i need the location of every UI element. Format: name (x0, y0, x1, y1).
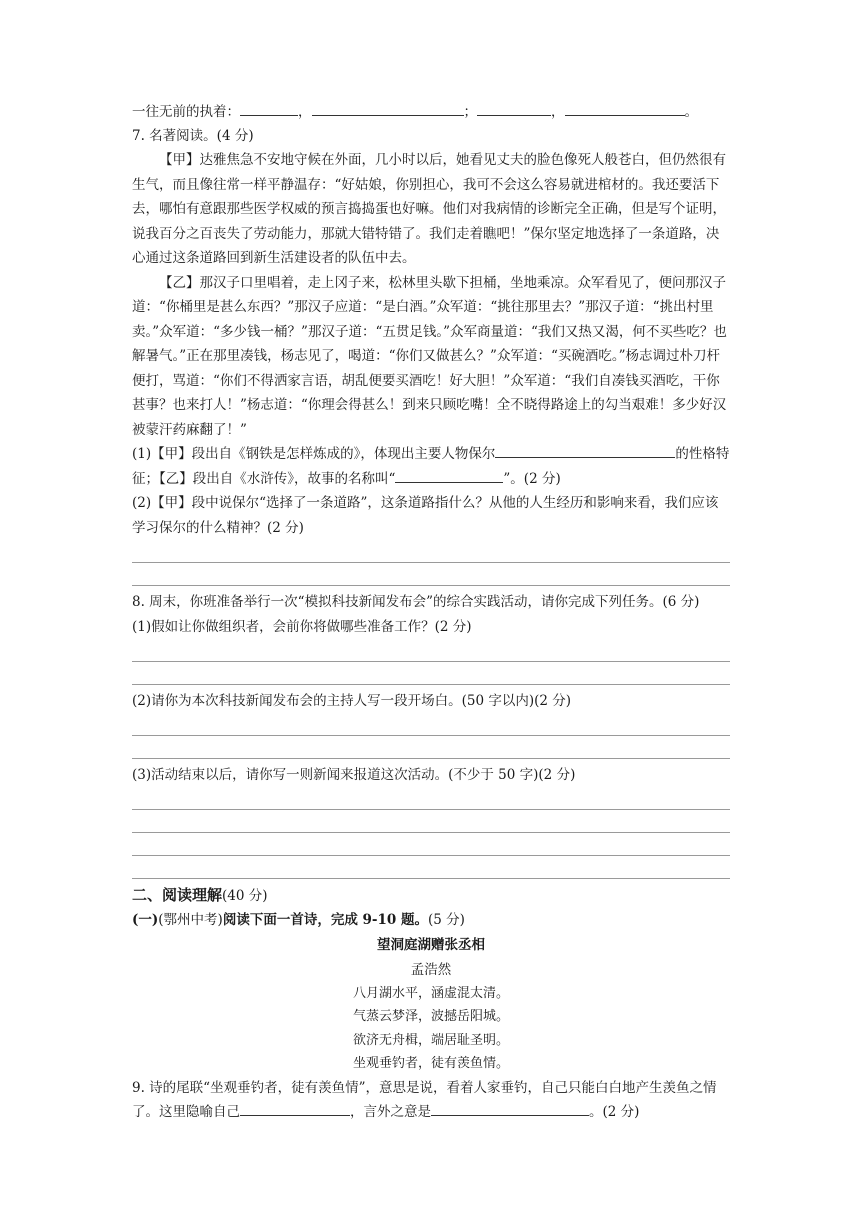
q9: 9. 诗的尾联“坐观垂钓者，徒有羡鱼情”，意思是说，看着人家垂钓，自己只能白白地产生羡鱼之情了。这里隐喻自己 ，言外之意是 。(2 分) (132, 1079, 717, 1120)
answer-line (132, 832, 730, 833)
q7-passage-yi: 【乙】那汉子口里唱着，走上冈子来，松林里头歇下担桶，坐地乘凉。众军看见了，便问那汉子道：“你桶里是甚么东西？”那汉子应道：“是白酒。”众军道：“挑往那里去？”那汉子道：“挑出村里卖。”众军道：“多少钱一桶？”那汉子道：“五贯足钱。”众军商量道：“我们又热又渴，何不买些吃？也解暑气。”正在那里凑钱，杨志见了，喝道：“你们又做甚么？”众军道：“买碗酒吃。”杨志调过朴刀杆便打，骂道：“你们不得洒家言语，胡乱便要买酒吃！好大胆！”众军道：“我们自凑钱买酒吃，干你甚事？也来打人！”杨志道：“你理会得甚么！到来只顾吃嘴！全不晓得路途上的勾当艰难！多少好汉被蒙汗药麻翻了！” (132, 274, 727, 438)
q6-blank-3[interactable] (477, 101, 551, 116)
q8-sub1: (1)假如让你做组织者，会前你将做哪些准备工作？(2 分) (132, 618, 472, 635)
answer-line (132, 562, 730, 563)
q7-blank-story[interactable] (395, 468, 503, 483)
q9-blank-2[interactable] (431, 1101, 589, 1116)
q6-blank-2[interactable] (312, 101, 464, 116)
q8-sub2-answer-area[interactable] (132, 735, 730, 759)
poem-author: 孟浩然 (410, 961, 452, 978)
poem-line: 欲济无舟楫，端居耻圣明。 (352, 1032, 509, 1048)
q7-title: 7. 名著阅读。(4 分) (132, 128, 254, 144)
q7-sub1: (1)【甲】段出自《钢铁是怎样炼成的》，体现出主要人物保尔 的性格特征；【乙】段出自《水浒传》，故事的名称叫“ ”。(2 分) (132, 442, 730, 491)
q6-blank-4[interactable] (565, 101, 685, 116)
q8-title: 8. 周末，你班准备举行一次“模拟科技新闻发布会”的综合实践活动，请你完成下列任务。(6 分) (132, 594, 700, 610)
q8-sub1-answer-area[interactable] (132, 661, 730, 685)
answer-line (132, 735, 730, 736)
poem-line: 八月湖水平，涵虚混太清。 (352, 985, 509, 1001)
section2-score: (40 分) (222, 887, 268, 904)
q7-answer-area[interactable] (132, 562, 730, 586)
answer-line (132, 661, 730, 662)
answer-line (132, 878, 730, 879)
q9-blank-1[interactable] (240, 1101, 350, 1116)
answer-line (132, 684, 730, 685)
poem-title: 望洞庭湖赠张丞相 (377, 936, 485, 953)
q6-blank-1[interactable] (240, 101, 298, 116)
section2-title: 二、阅读理解 (132, 885, 223, 904)
poem-line: 坐观垂钓者，徒有羡鱼情。 (352, 1056, 509, 1071)
q8-sub2: (2)请你为本次科技新闻发布会的主持人写一段开场白。(50 字以内)(2 分) (132, 692, 572, 709)
exam-page (132, 100, 730, 1125)
answer-line (132, 855, 730, 856)
q7-passage-jia: 【甲】达雅焦急不安地守候在外面，几小时以后，她看见丈夫的脸色像死人般苍白，但仍然很有生气，而且像往常一样平静温存：“好姑娘，你别担心，我可不会这么容易就进棺材的。我还要活下去，哪怕有意跟那些医学权威的预言捣捣蛋也好嘛。他们对我病情的诊断完全正确，但是写个证明，说我百分之百丧失了劳动能力，那就大错特错了。我们走着瞧吧！”保尔坚定地选择了一条道路，决心通过这条道路回到新生活建设者的队伍中去。 (132, 152, 726, 266)
part1-instruction: (一)(鄂州中考)阅读下面一首诗，完成 9-10 题。(5 分) (132, 911, 465, 928)
q8-sub3-answer-area[interactable] (132, 809, 730, 879)
answer-line (132, 809, 730, 810)
answer-line (132, 585, 730, 586)
q8-sub3: (3)活动结束以后，请你写一则新闻来报道这次活动。(不少于 50 字)(2 分) (132, 766, 576, 783)
section2-heading (132, 883, 730, 908)
q6-tail-line: 一往无前的执着： ， ； ， 。 (132, 100, 730, 124)
q7-blank-trait[interactable] (495, 443, 675, 458)
poem-line: 气蒸云梦泽，波撼岳阳城。 (352, 1009, 509, 1024)
q6-tail-prefix: 一往无前的执着： (132, 104, 240, 120)
answer-line (132, 758, 730, 759)
q7-sub2: (2)【甲】段中说保尔“选择了一条道路”，这条道路指什么？从他的人生经历和影响来看，我们应该学习保尔的什么精神？(2 分) (132, 495, 719, 536)
